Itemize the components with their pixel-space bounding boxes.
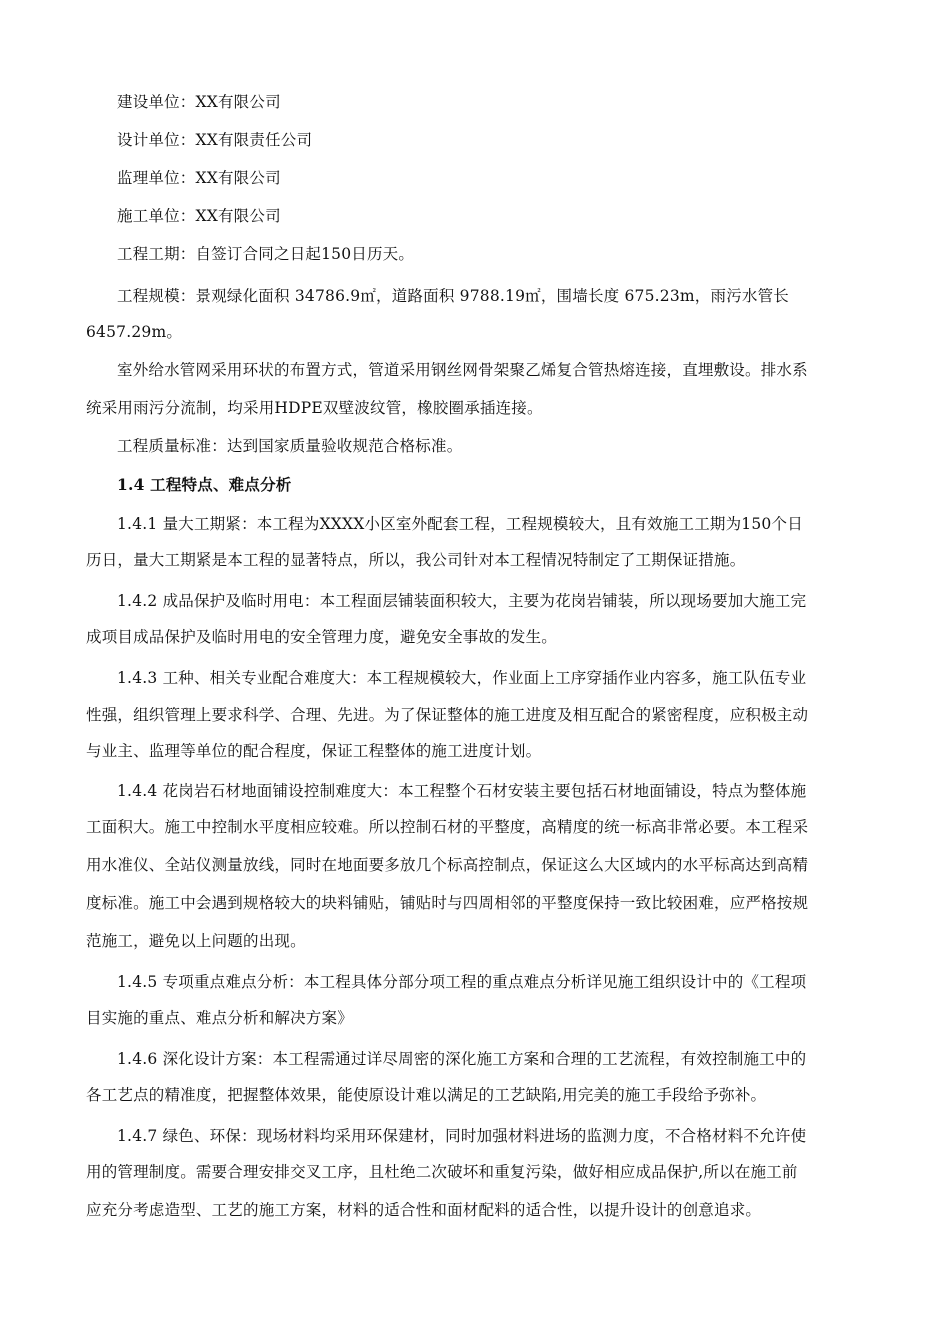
text-line: 1.4.2 成品保护及临时用电：本工程面层铺装面积较大，主要为花岗岩铺装，所以现场要加大施工完 [117, 592, 807, 610]
text-line: 1.4.6 深化设计方案：本工程需通过详尽周密的深化施工方案和合理的工艺流程，有效控制施工中的 [117, 1050, 807, 1068]
text-line: 各工艺点的精准度，把握整体效果，能使原设计难以满足的工艺缺陷,用完美的施工手段给予弥补。 [86, 1086, 767, 1104]
text-line: 6457.29m。 [86, 323, 183, 341]
text-line: 1.4.5 专项重点难点分析：本工程具体分部分项工程的重点难点分析详见施工组织设计中的《工程项 [117, 973, 807, 991]
text-line: 1.4.4 花岗岩石材地面铺设控制难度大：本工程整个石材安装主要包括石材地面铺设，特点为整体施 [117, 782, 807, 800]
text-line: 目实施的重点、难点分析和解决方案》 [86, 1009, 353, 1027]
text-line: 1.4.7 绿色、环保：现场材料均采用环保建材，同时加强材料进场的监测力度，不合格材料不允许使 [117, 1127, 807, 1145]
text-line: 监理单位：XX有限公司 [117, 169, 281, 187]
text-line: 工面积大。施工中控制水平度相应较难。所以控制石材的平整度，高精度的统一标高非常必要。本工程采 [86, 818, 809, 836]
text-line: 成项目成品保护及临时用电的安全管理力度，避免安全事故的发生。 [86, 628, 558, 646]
text-line: 施工单位：XX有限公司 [117, 207, 281, 225]
text-line: 工程规模：景观绿化面积 34786.9㎡，道路面积 9788.19㎡，围墙长度 675.23m，雨污水管长 [117, 287, 790, 305]
text-line: 室外给水管网采用环状的布置方式，管道采用钢丝网骨架聚乙烯复合管热熔连接，直埋敷设。排水系 [117, 361, 808, 379]
text-line: 性强，组织管理上要求科学、合理、先进。为了保证整体的施工进度及相互配合的紧密程度，应积极主动 [86, 706, 809, 724]
text-line: 与业主、监理等单位的配合程度，保证工程整体的施工进度计划。 [86, 742, 542, 760]
text-line: 工程质量标准：达到国家质量验收规范合格标准。 [117, 437, 463, 455]
text-line: 工程工期：自签订合同之日起150日历天。 [117, 245, 415, 263]
text-line: 1.4.3 工种、相关专业配合难度大：本工程规模较大，作业面上工序穿插作业内容多，施工队伍专业 [117, 669, 807, 687]
text-line: 设计单位：XX有限责任公司 [117, 131, 313, 149]
text-line: 应充分考虑造型、工艺的施工方案，材料的适合性和面材配料的适合性，以提升设计的创意追求。 [86, 1201, 762, 1219]
section-heading: 1.4 工程特点、难点分析 [117, 475, 292, 494]
text-line: 统采用雨污分流制，均采用HDPE双壁波纹管，橡胶圈承插连接。 [86, 399, 543, 417]
text-line: 用水准仪、全站仪测量放线，同时在地面要多放几个标高控制点，保证这么大区域内的水平标高达到高精 [86, 856, 809, 874]
text-line: 历日，量大工期紧是本工程的显著特点，所以，我公司针对本工程情况特制定了工期保证措施。 [86, 551, 746, 569]
text-line: 范施工，避免以上问题的出现。 [86, 932, 306, 950]
text-line: 用的管理制度。需要合理安排交叉工序，且杜绝二次破坏和重复污染，做好相应成品保护,所以在施工前 [86, 1163, 798, 1181]
text-line: 建设单位：XX有限公司 [117, 93, 281, 111]
text-line: 度标准。施工中会遇到规格较大的块料铺贴，铺贴时与四周相邻的平整度保持一致比较困难，应严格按规 [86, 894, 809, 912]
text-line: 1.4.1 量大工期紧：本工程为XXXX小区室外配套工程，工程规模较大，且有效施工工期为150个日 [117, 515, 803, 533]
